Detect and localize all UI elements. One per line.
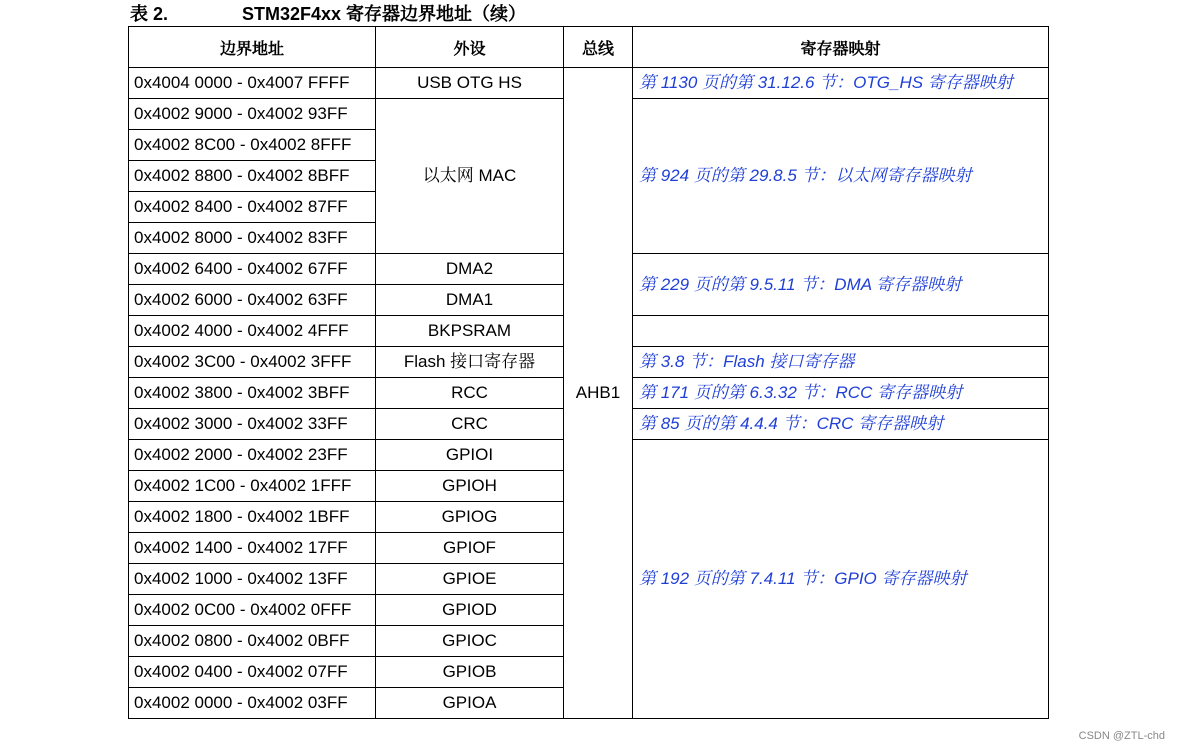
peripheral-cell: GPIOB	[376, 657, 564, 688]
peripheral-cell: GPIOA	[376, 688, 564, 719]
address-cell: 0x4002 0800 - 0x4002 0BFF	[129, 626, 376, 657]
address-cell: 0x4002 2000 - 0x4002 23FF	[129, 440, 376, 471]
table-number: 表 2.	[130, 4, 169, 24]
table-title: STM32F4xx 寄存器边界地址（续）	[242, 4, 527, 24]
address-cell: 0x4002 4000 - 0x4002 4FFF	[129, 316, 376, 347]
peripheral-cell: GPIOD	[376, 595, 564, 626]
bus-cell: AHB1	[564, 68, 633, 719]
peripheral-cell: 以太网 MAC	[376, 99, 564, 254]
address-cell: 0x4002 3800 - 0x4002 3BFF	[129, 378, 376, 409]
peripheral-cell: DMA2	[376, 254, 564, 285]
address-cell: 0x4002 0400 - 0x4002 07FF	[129, 657, 376, 688]
register-map-link[interactable]: 第 85 页的第 4.4.4 节：CRC 寄存器映射	[633, 409, 1049, 440]
address-cell: 0x4002 9000 - 0x4002 93FF	[129, 99, 376, 130]
header-address: 边界地址	[129, 27, 376, 68]
peripheral-cell: GPIOE	[376, 564, 564, 595]
header-bus: 总线	[564, 27, 633, 68]
address-cell: 0x4002 3C00 - 0x4002 3FFF	[129, 347, 376, 378]
register-boundary-table	[128, 26, 1049, 719]
address-cell: 0x4004 0000 - 0x4007 FFFF	[129, 68, 376, 99]
address-cell: 0x4002 6000 - 0x4002 63FF	[129, 285, 376, 316]
address-cell: 0x4002 1000 - 0x4002 13FF	[129, 564, 376, 595]
header-peripheral: 外设	[376, 27, 564, 68]
address-cell: 0x4002 1800 - 0x4002 1BFF	[129, 502, 376, 533]
address-cell: 0x4002 0000 - 0x4002 03FF	[129, 688, 376, 719]
watermark: CSDN @ZTL-chd	[1078, 730, 1165, 742]
peripheral-cell: DMA1	[376, 285, 564, 316]
register-map-link[interactable]: 第 1130 页的第 31.12.6 节：OTG_HS 寄存器映射	[633, 68, 1049, 99]
address-cell: 0x4002 8C00 - 0x4002 8FFF	[129, 130, 376, 161]
table-caption	[130, 2, 526, 26]
address-cell: 0x4002 6400 - 0x4002 67FF	[129, 254, 376, 285]
peripheral-cell: GPIOF	[376, 533, 564, 564]
peripheral-cell: USB OTG HS	[376, 68, 564, 99]
address-cell: 0x4002 3000 - 0x4002 33FF	[129, 409, 376, 440]
peripheral-cell: GPIOC	[376, 626, 564, 657]
peripheral-cell: BKPSRAM	[376, 316, 564, 347]
address-cell: 0x4002 8800 - 0x4002 8BFF	[129, 161, 376, 192]
peripheral-cell: GPIOI	[376, 440, 564, 471]
address-cell: 0x4002 1C00 - 0x4002 1FFF	[129, 471, 376, 502]
peripheral-cell: CRC	[376, 409, 564, 440]
address-cell: 0x4002 1400 - 0x4002 17FF	[129, 533, 376, 564]
address-cell: 0x4002 8400 - 0x4002 87FF	[129, 192, 376, 223]
register-map-link[interactable]: 第 924 页的第 29.8.5 节：以太网寄存器映射	[633, 99, 1049, 254]
table-row	[129, 68, 1049, 99]
register-map-link[interactable]: 第 192 页的第 7.4.11 节：GPIO 寄存器映射	[633, 440, 1049, 719]
address-cell: 0x4002 0C00 - 0x4002 0FFF	[129, 595, 376, 626]
header-row	[129, 27, 1049, 68]
address-cell: 0x4002 8000 - 0x4002 83FF	[129, 223, 376, 254]
register-map-link[interactable]: 第 171 页的第 6.3.32 节：RCC 寄存器映射	[633, 378, 1049, 409]
peripheral-cell: GPIOG	[376, 502, 564, 533]
empty-register-map-cell	[633, 316, 1049, 347]
peripheral-cell: GPIOH	[376, 471, 564, 502]
peripheral-cell: Flash 接口寄存器	[376, 347, 564, 378]
register-map-link[interactable]: 第 3.8 节：Flash 接口寄存器	[633, 347, 1049, 378]
header-register-map: 寄存器映射	[633, 27, 1049, 68]
register-map-link[interactable]: 第 229 页的第 9.5.11 节：DMA 寄存器映射	[633, 254, 1049, 316]
peripheral-cell: RCC	[376, 378, 564, 409]
